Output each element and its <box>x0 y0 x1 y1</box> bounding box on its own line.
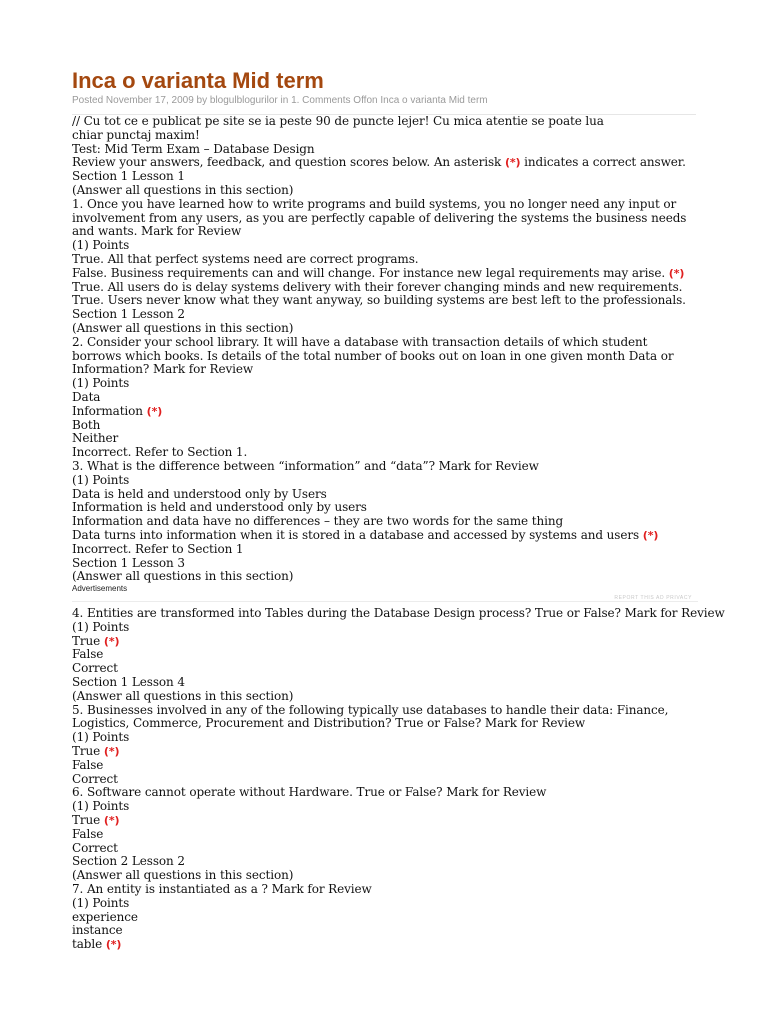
question-points: (1) Points <box>72 895 130 910</box>
answer-option-correct <box>72 405 702 419</box>
question-points: (1) Points <box>72 238 130 253</box>
question-6: 6. Software cannot operate without Hardware. True or False? Mark for Review <box>72 785 547 800</box>
feedback: Incorrect. Refer to Section 1 <box>72 541 244 556</box>
meta-in: in <box>277 95 292 106</box>
answer-text: table <box>72 937 106 952</box>
answer-option-correct <box>72 938 702 952</box>
section-instruction: (Answer all questions in this section) <box>72 182 294 197</box>
instructions-end: indicates a correct answer. <box>520 155 686 170</box>
answer-text: Data turns into information when it is stored in a database and accessed by systems and users <box>72 527 643 542</box>
advertisements-label: Advertisements <box>72 584 128 594</box>
question-points: (1) Points <box>72 376 130 391</box>
answer-option: True. All users do is delay systems delivery with their forever changing minds and new requirements. <box>72 279 683 294</box>
meta-by: by <box>193 95 210 106</box>
answer-option: False <box>72 826 104 841</box>
answer-text: True <box>72 633 104 648</box>
section-instruction: (Answer all questions in this section) <box>72 868 294 883</box>
answer-option: instance <box>72 923 123 938</box>
answer-text: True <box>72 744 104 759</box>
answer-option: experience <box>72 909 138 924</box>
answer-option-correct <box>72 529 702 543</box>
comments-on-title: on Inca o varianta Mid term <box>366 95 488 106</box>
answer-text: True <box>72 813 104 828</box>
answer-option-correct <box>72 745 702 759</box>
question-points: (1) Points <box>72 799 130 814</box>
section-instruction: (Answer all questions in this section) <box>72 688 294 703</box>
question-1: 1. Once you have learned how to write programs and build systems, you no longer need any input or involvement from any users, as you are perfectly capable of delivering the systems the business needs and wants. Mark for Review <box>72 196 687 239</box>
feedback: Incorrect. Refer to Section 1. <box>72 445 248 460</box>
answer-option-correct <box>72 267 702 281</box>
ad-divider <box>72 601 698 602</box>
question-points: (1) Points <box>72 472 130 487</box>
correct-answer-marker: (*) <box>103 745 120 759</box>
answer-option: True. Users never know what they want anyway, so building systems are best left to the professionals. <box>72 293 686 308</box>
answer-option-correct <box>72 635 702 649</box>
question-2: 2. Consider your school library. It will have a database with transaction details of which student borrows which books. Is details of the total number of books out on loan in one given month Data or Information? Mark for Review <box>72 334 674 377</box>
report-ad-link[interactable]: REPORT THIS AD <box>614 595 665 602</box>
correct-answer-marker: (*) <box>146 404 163 418</box>
post-date-link[interactable]: November 17, 2009 <box>105 95 194 106</box>
category-link[interactable]: 1 <box>291 95 297 106</box>
answer-option: False <box>72 647 104 662</box>
ad-slot <box>72 594 702 607</box>
answer-option: Data <box>72 389 101 404</box>
feedback: Correct <box>72 661 118 676</box>
answer-option: Information is held and understood only by users <box>72 500 367 515</box>
ad-report-links[interactable] <box>614 595 692 601</box>
feedback: Correct <box>72 771 118 786</box>
question-points: (1) Points <box>72 619 130 634</box>
feedback: Correct <box>72 840 118 855</box>
section-heading: Section 1 Lesson 1 <box>72 169 185 184</box>
section-heading: Section 1 Lesson 4 <box>72 675 185 690</box>
correct-answer-marker: (*) <box>668 266 685 280</box>
instructions <box>72 156 702 170</box>
post-body <box>72 114 725 952</box>
comments-status: . Comments Off <box>296 95 367 106</box>
question-7: 7. An entity is instantiated as a ? Mark for Review <box>72 882 372 897</box>
section-heading: Section 1 Lesson 3 <box>72 555 185 570</box>
post-title[interactable]: Inca o varianta Mid term <box>72 68 324 93</box>
question-4: 4. Entities are transformed into Tables during the Database Design process? True or False? Mark for Review <box>72 606 725 621</box>
answer-text: Information <box>72 403 147 418</box>
meta-prefix: Posted <box>72 95 106 106</box>
correct-answer-marker: (*) <box>105 938 122 952</box>
correct-answer-marker: (*) <box>642 528 659 542</box>
correct-answer-marker: (*) <box>103 814 120 828</box>
section-heading: Section 1 Lesson 2 <box>72 307 185 322</box>
answer-option: Neither <box>72 431 119 446</box>
correct-answer-marker: (*) <box>103 634 120 648</box>
question-3: 3. What is the difference between “information” and “data”? Mark for Review <box>72 458 539 473</box>
correct-answer-marker: (*) <box>504 156 521 170</box>
author-link[interactable]: blogulblogurilor <box>209 95 278 106</box>
exam-title: Test: Mid Term Exam – Database Design <box>72 141 315 156</box>
answer-option: True. All that perfect systems need are correct programs. <box>72 251 419 266</box>
section-heading: Section 2 Lesson 2 <box>72 854 185 869</box>
answer-option-correct <box>72 814 702 828</box>
post-meta <box>72 95 488 107</box>
section-instruction: (Answer all questions in this section) <box>72 320 294 335</box>
answer-option: False <box>72 757 104 772</box>
answer-text: False. Business requirements can and will change. For instance new legal requirements may arise. <box>72 265 669 280</box>
question-5: 5. Businesses involved in any of the following typically use databases to handle their data: Finance, Logistics, Commerce, Procurement and Distribution? True or False? Mark for Review <box>72 702 669 731</box>
ad-privacy-link[interactable]: PRIVACY <box>666 595 692 602</box>
question-points: (1) Points <box>72 730 130 745</box>
answer-option: Information and data have no differences – they are two words for the same thing <box>72 514 564 529</box>
answer-option: Data is held and understood only by Users <box>72 486 327 501</box>
instructions-start: Review your answers, feedback, and question scores below. An asterisk <box>72 155 505 170</box>
answer-option: Both <box>72 417 101 432</box>
intro-text: // Cu tot ce e publicat pe site se ia peste 90 de puncte lejer! Cu mica atentie se poate lua chiar punctaj maxim! <box>72 114 604 142</box>
section-instruction: (Answer all questions in this section) <box>72 569 294 584</box>
